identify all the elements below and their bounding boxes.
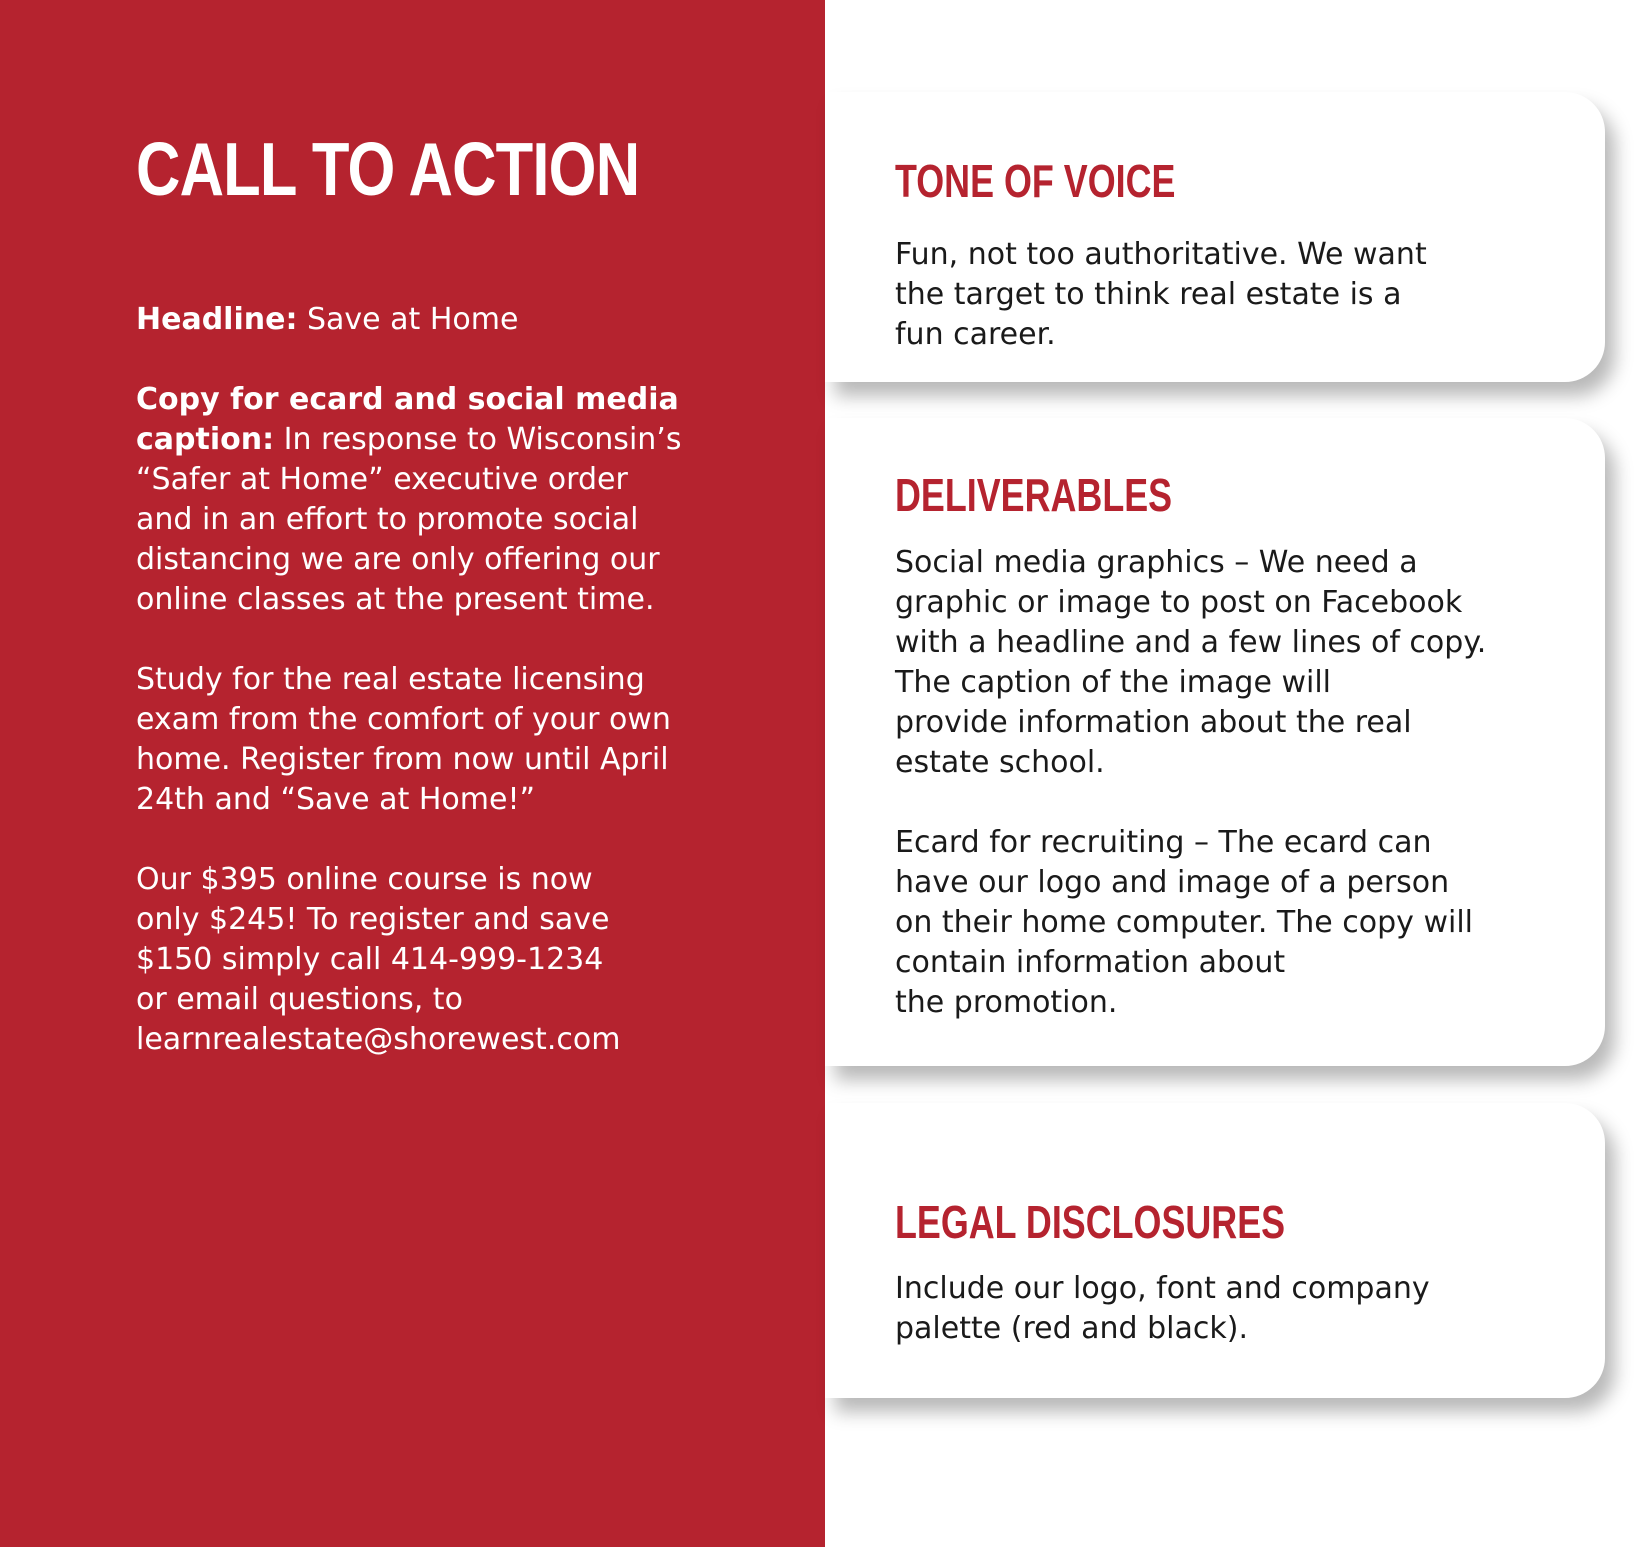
deliverables-paragraph-2: Ecard for recruiting – The ecard can have our logo and image of a person on their home computer. The copy will contain information about the promotion. (895, 825, 1473, 1020)
deliverables-title: DELIVERABLES (895, 469, 1173, 521)
tone-of-voice-title: TONE OF VOICE (895, 155, 1176, 207)
legal-disclosures-card (825, 1103, 1605, 1398)
copy-paragraph (136, 380, 736, 620)
call-to-action-title: CALL TO ACTION (136, 127, 640, 211)
deliverables-paragraph-1: Social media graphics – We need a graphic or image to post on Facebook with a headline and a few lines of copy. The caption of the image will provide information about the real estate school. (895, 545, 1487, 780)
deliverables-card (825, 418, 1605, 1066)
headline-label: Headline: (136, 302, 298, 337)
legal-disclosures-text: Include our logo, font and company palette (red and black). (895, 1271, 1430, 1346)
legal-disclosures-body (895, 1269, 1565, 1349)
legal-disclosures-title: LEGAL DISCLOSURES (895, 1196, 1286, 1248)
tone-of-voice-body (895, 235, 1565, 355)
copy-label: Copy for ecard and social media caption: (136, 382, 679, 457)
tone-of-voice-text: Fun, not too authoritative. We want the target to think real estate is a fun career. (895, 237, 1427, 352)
study-paragraph: Study for the real estate licensing exam from the comfort of your own home. Register from now until April 24th and “Save at Home!” (136, 662, 671, 817)
deliverables-body (895, 543, 1565, 1023)
headline-value: Save at Home (297, 302, 519, 337)
price-paragraph: Our $395 online course is now only $245! To register and save $150 simply call 414-999-1234 or email questions, to learnrealestate@shorewest.com (136, 862, 621, 1057)
copy-text: In response to Wisconsin’s “Safer at Home” executive order and in an effort to promote social distancing we are only offering our online classes at the present time. (136, 422, 682, 617)
call-to-action-copy (136, 300, 736, 1100)
tone-of-voice-card (825, 92, 1605, 382)
headline-paragraph (136, 300, 736, 340)
